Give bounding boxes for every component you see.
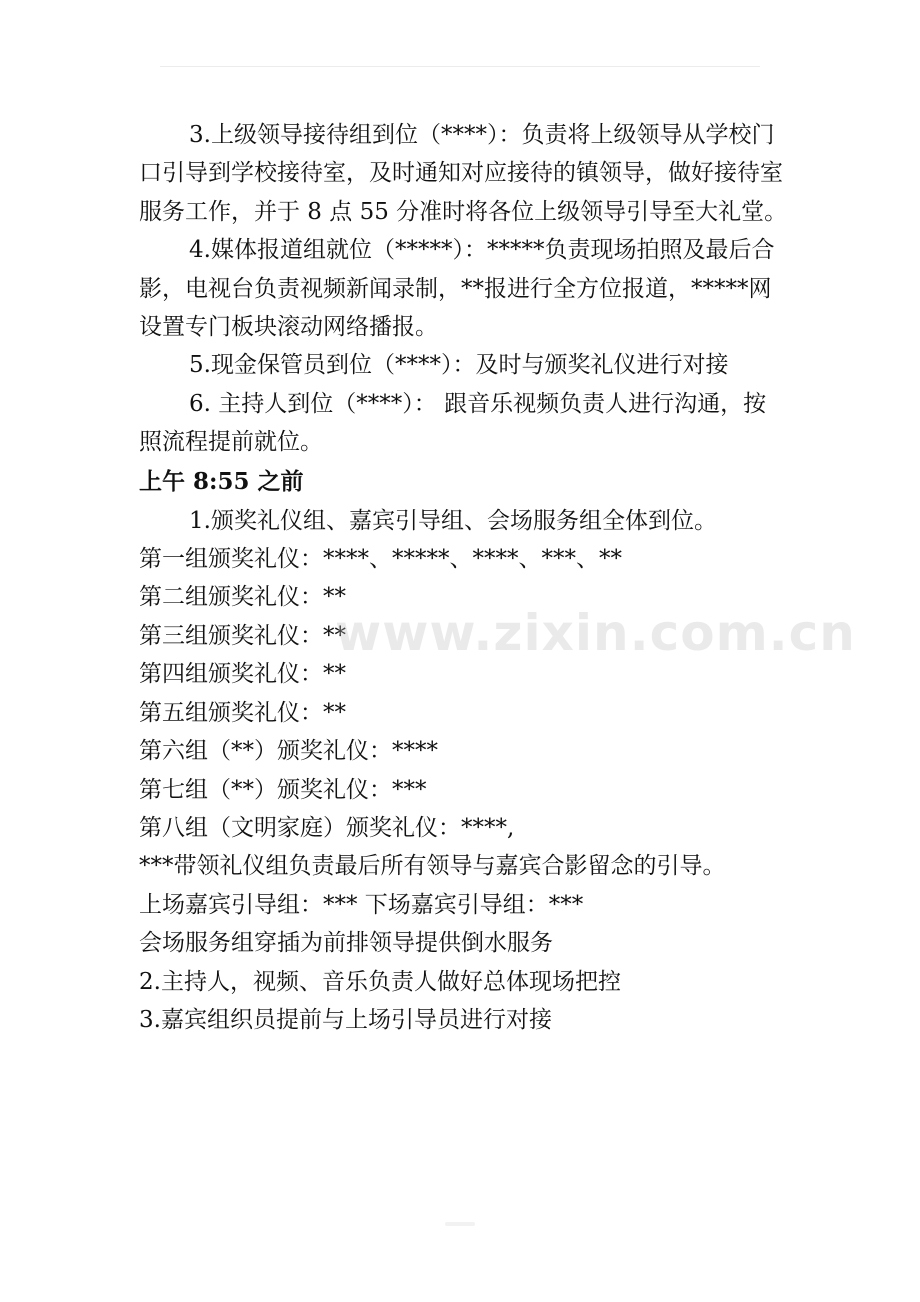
etiquette-group-5: 第五组颁奖礼仪：** — [139, 699, 346, 726]
section-heading-before-855: 上午 8:55 之前 — [139, 467, 304, 495]
etiquette-group-6: 第六组（**）颁奖礼仪：**** — [139, 738, 438, 765]
paragraph-cash-keeper: 5.现金保管员到位（****）：及时与颁奖礼仪进行对接 — [189, 352, 729, 379]
document-body — [139, 116, 789, 1039]
paragraph-photo-guide: ***带领礼仪组负责最后所有领导与嘉宾合影留念的引导。 — [139, 853, 726, 880]
etiquette-group-3: 第三组颁奖礼仪：** — [139, 622, 346, 649]
etiquette-group-4: 第四组颁奖礼仪：** — [139, 661, 346, 688]
paragraph-host: 6. 主持人到位（****）： 跟音乐视频负责人进行沟通，按照流程提前就位。 — [139, 390, 767, 456]
paragraph-venue-service: 会场服务组穿插为前排领导提供倒水服务 — [139, 930, 553, 957]
etiquette-group-1: 第一组颁奖礼仪：****、*****、****、***、** — [139, 546, 622, 573]
etiquette-group-7: 第七组（**）颁奖礼仪：*** — [139, 776, 427, 803]
etiquette-group-2: 第二组颁奖礼仪：** — [139, 584, 346, 611]
footer-mark — [445, 1222, 475, 1226]
paragraph-guest-organizer: 3.嘉宾组织员提前与上场引导员进行对接 — [139, 1006, 552, 1033]
paragraph-groups-ready: 1.颁奖礼仪组、嘉宾引导组、会场服务组全体到位。 — [189, 507, 717, 534]
paragraph-guest-guides: 上场嘉宾引导组：*** 下场嘉宾引导组：*** — [139, 891, 584, 918]
paragraph-media-report: 4.媒体报道组就位（*****）：*****负责现场拍照及最后合影，电视台负责视频新闻录制，**报进行全方位报道，*****网设置专门板块滚动网络播报。 — [139, 237, 775, 341]
paragraph-host-control: 2.主持人，视频、音乐负责人做好总体现场把控 — [139, 968, 621, 995]
header-rule — [160, 66, 760, 67]
etiquette-group-8: 第八组（文明家庭）颁奖礼仪：****, — [139, 814, 515, 841]
watermark: www.zixin.com.cn — [335, 604, 856, 662]
paragraph-leader-reception: 3.上级领导接待组到位（****）：负责将上级领导从学校门口引导到学校接待室，及时通知对应接待的镇领导，做好接待室服务工作，并于 8 点 55 分准时将各位上级领导引导至大礼堂。 — [139, 122, 788, 225]
